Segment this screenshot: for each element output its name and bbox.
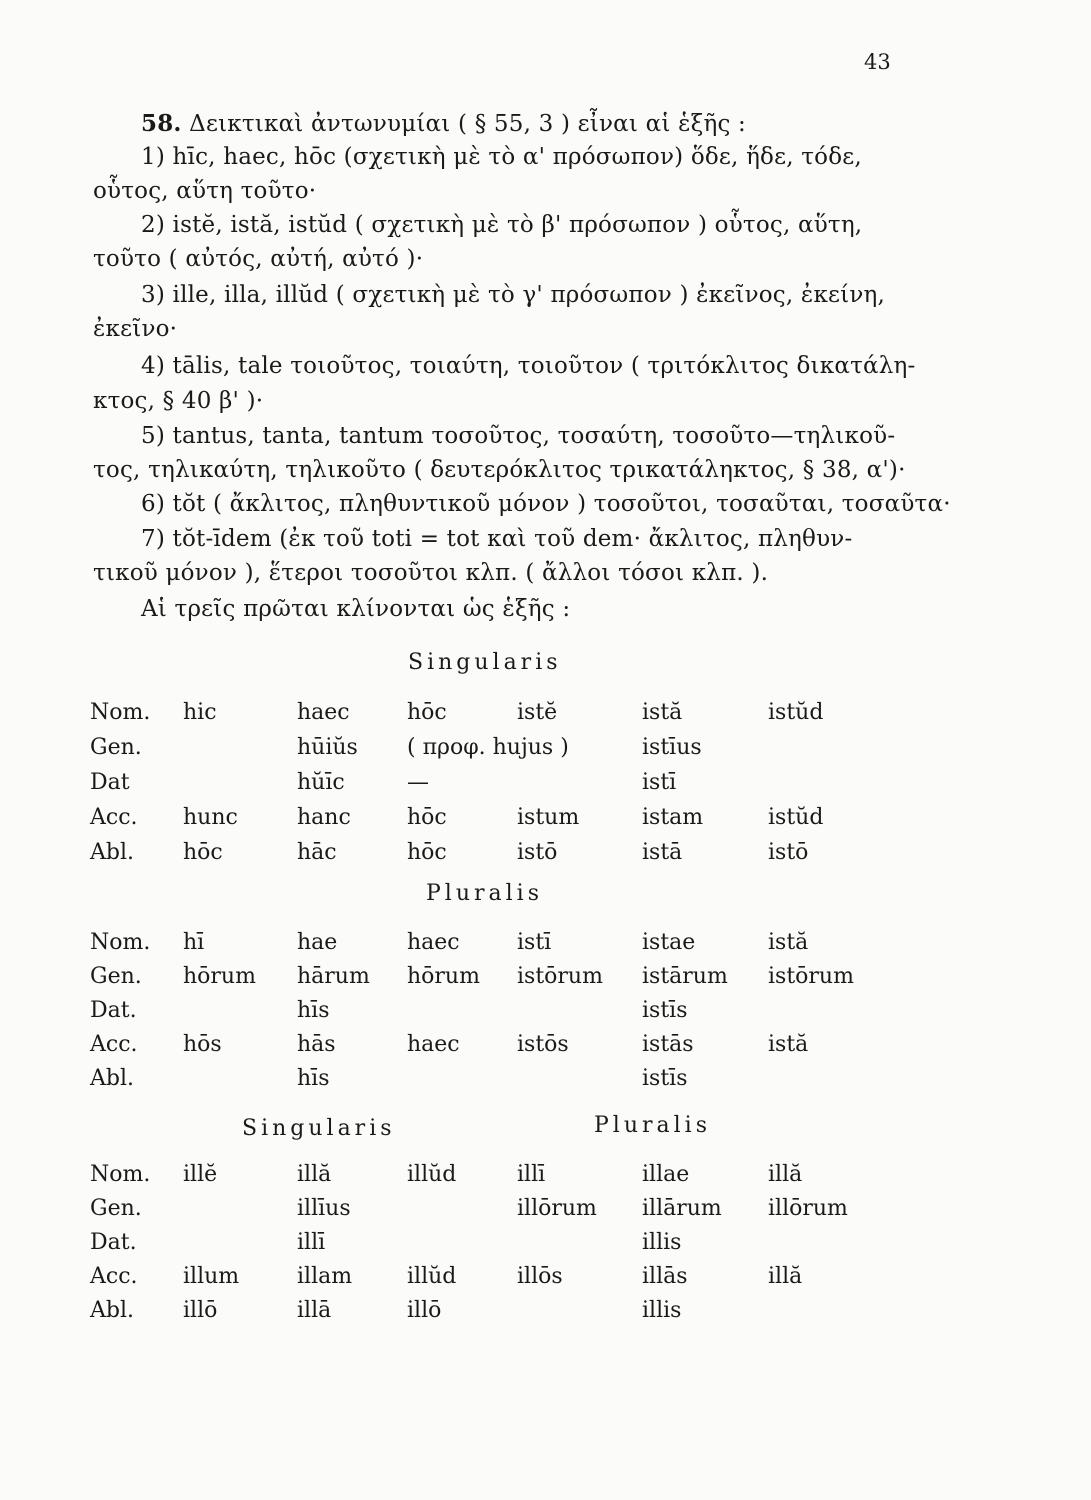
table-cell: hās [297,1032,336,1057]
table-cell: illī [297,1230,326,1255]
table-cell: illōrum [517,1196,597,1221]
table-cell: hŭīc [297,770,345,795]
table-cell: istae [642,930,696,955]
table-cell: illum [183,1264,240,1289]
case-label: Abl. [90,840,134,865]
table-cell: istĕ [517,700,558,725]
case-label: Dat. [90,1230,137,1255]
table-cell: hae [297,930,338,955]
table-cell: haec [297,700,350,725]
text-line: τικοῦ μόνον ), ἕτεροι τοσοῦτοι κλπ. ( ἄλλοι τόσοι κλπ. ). [93,560,769,586]
case-label: Dat [90,770,130,795]
table-cell: istīus [642,735,702,760]
table-cell: istō [517,840,558,865]
text-line: ἐκεῖνο· [93,316,178,342]
case-label: Gen. [90,1196,142,1221]
table-cell: hunc [183,805,238,830]
text-line: 6) tŏt ( ἄκλιτος, πληθυντικοῦ μόνον ) τοσοῦτοι, τοσαῦται, τοσαῦτα· [141,491,951,517]
table-cell: istōrum [517,964,603,989]
table-cell: istă [768,930,809,955]
case-label: Gen. [90,964,142,989]
table-cell: istōrum [768,964,854,989]
case-label: Abl. [90,1066,134,1091]
table-cell: illōs [517,1264,563,1289]
table-cell: hanc [297,805,351,830]
singularis-heading: Singularis [408,650,562,675]
table-cell: illīus [297,1196,351,1221]
table-cell: illā [297,1298,332,1323]
table-cell: illō [183,1298,218,1323]
table-cell: hāc [297,840,337,865]
table-cell: illō [407,1298,442,1323]
table-cell: istī [517,930,552,955]
section-intro-line [141,110,746,137]
table-cell: haec [407,930,460,955]
table-cell: hōc [407,805,447,830]
table-cell: illŭd [407,1162,457,1187]
section-number: 58. [141,110,182,137]
table-cell: istōs [517,1032,569,1057]
case-label: Acc. [90,1032,138,1057]
case-label: Dat. [90,998,137,1023]
text-line: 4) tālis, tale τοιοῦτος, τοιαύτη, τοιοῦτον ( τριτόκλιτος δικατάλη- [141,353,916,379]
case-label: Nom. [90,930,151,955]
text-line: Αἱ τρεῖς πρῶται κλίνονται ὡς ἑξῆς : [141,596,571,622]
text-line: τοῦτο ( αὐτός, αὐτή, αὐτό )· [93,246,424,272]
table-cell: illă [297,1162,332,1187]
case-label: Nom. [90,700,151,725]
table-cell: istīs [642,998,688,1023]
table-cell: hōc [183,840,223,865]
table-cell: hic [183,700,217,725]
ille-singularis-heading: Singularis [242,1116,396,1141]
table-cell: istam [642,805,704,830]
table-cell: illōrum [768,1196,848,1221]
text-line: 2) istĕ, istă, istŭd ( σχετικὴ μὲ τὸ β' πρόσωπον ) οὗτος, αὕτη, [141,212,863,238]
table-cell: hīs [297,998,330,1023]
table-cell: hōc [407,840,447,865]
text-line: 1) hīc, haec, hōc (σχετικὴ μὲ τὸ α' πρόσωπον) ὅδε, ἥδε, τόδε, [141,144,862,170]
table-cell: istās [642,1032,694,1057]
table-cell: hīs [297,1066,330,1091]
table-cell: hūiŭs [297,735,358,760]
table-cell: hōrum [407,964,480,989]
table-cell: istă [642,700,683,725]
table-cell: istārum [642,964,728,989]
table-cell: ( προφ. hujus ) [407,735,569,760]
table-cell: illĕ [183,1162,218,1187]
case-label: Nom. [90,1162,151,1187]
table-cell: istum [517,805,580,830]
table-cell: istă [768,1032,809,1057]
pluralis-heading: Pluralis [426,881,544,906]
table-cell: illŭd [407,1264,457,1289]
ille-pluralis-heading: Pluralis [594,1113,712,1138]
table-cell: — [407,770,429,795]
table-cell: istā [642,840,683,865]
table-cell: illās [642,1264,688,1289]
text-line: 5) tantus, tanta, tantum τοσοῦτος, τοσαύτη, τοσοῦτο—τηλικοῦ- [141,423,896,449]
table-cell: hōrum [183,964,256,989]
table-cell: haec [407,1032,460,1057]
table-cell: illārum [642,1196,722,1221]
table-cell: illam [297,1264,353,1289]
page-number: 43 [864,50,891,74]
table-cell: istō [768,840,809,865]
text-line: 3) ille, illa, illŭd ( σχετικὴ μὲ τὸ γ' πρόσωπον ) ἐκεῖνος, ἐκείνη, [141,282,886,308]
table-cell: istī [642,770,677,795]
text-line: τος, τηλικαύτη, τηλικοῦτο ( δευτερόκλιτος τρικατάληκτος, § 38, α')· [93,457,906,483]
table-cell: istīs [642,1066,688,1091]
table-cell: hārum [297,964,370,989]
text-line: 7) tŏt-īdem (ἐκ τοῦ toti = tot καὶ τοῦ dem· ἄκλιτος, πληθυν- [141,526,853,552]
table-cell: illă [768,1264,803,1289]
table-cell: istŭd [768,700,824,725]
table-cell: hī [183,930,205,955]
text-line: οὗτος, αὕτη τοῦτο· [93,178,317,204]
table-cell: istŭd [768,805,824,830]
table-cell: hōc [407,700,447,725]
table-cell: illis [642,1230,682,1255]
case-label: Acc. [90,1264,138,1289]
table-cell: hōs [183,1032,222,1057]
table-cell: illis [642,1298,682,1323]
table-cell: illă [768,1162,803,1187]
case-label: Acc. [90,805,138,830]
case-label: Abl. [90,1298,134,1323]
table-cell: illī [517,1162,546,1187]
section-intro: Δεικτικαὶ ἀντωνυμίαι ( § 55, 3 ) εἶναι αἱ ἑξῆς : [189,111,747,137]
text-line: κτος, § 40 β' )· [93,388,264,414]
case-label: Gen. [90,735,142,760]
table-cell: illae [642,1162,690,1187]
